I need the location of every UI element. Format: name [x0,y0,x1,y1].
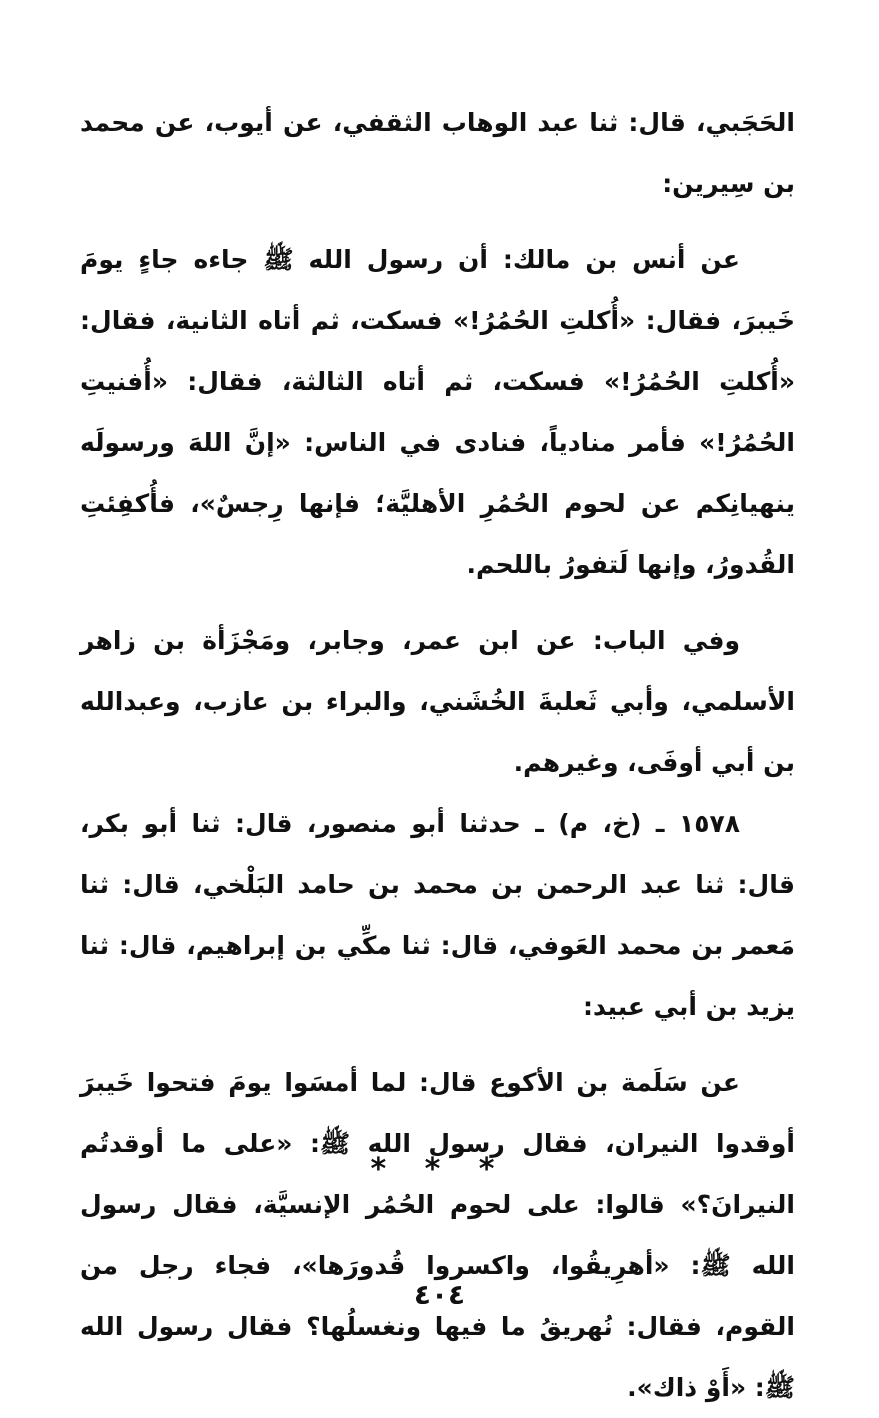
paragraph-isnad-continuation: الحَجَبي، قال: ثنا عبد الوهاب الثقفي، عن أيوب، عن محمد بن سِيرين: [80,108,795,198]
paragraph-hadith-salama: عن سَلَمة بن الأكوع قال: لما أمسَوا يومَ فتحوا خَيبرَ أوقدوا النيران، فقال رسول الله ﷺ: «على ما أوقدتُم النيرانَ؟» قالوا: على لحوم الحُمُر الإنسيَّة، فقال رسول الله ﷺ: «أهرِيقُوا، واكسروا قُدورَها»، فجاء رجل من القوم، فقال: نُهريقُ ما فيها ونغسلُها؟ فقال رسول الله ﷺ: «أَوْ ذاك». [80,1068,795,1402]
section-divider-stars: * * * [370,1152,509,1187]
page-number: ٤٠٤ [413,1278,466,1311]
paragraph-hadith-anas: عن أنس بن مالك: أن رسول الله ﷺ جاءه جاءٍ يومَ خَيبرَ، فقال: «أُكلتِ الحُمُرُ!» فسكت، ثم أتاه الثانية، فقال: «أُكلتِ الحُمُرُ!» فسكت، ثم أتاه الثالثة، فقال: «أُفنيتِ الحُمُرُ!» فأمر منادياً، فنادى في الناس: «إنَّ اللهَ ورسولَه ينهيانِكم عن لحوم الحُمُرِ الأهليَّة؛ فإنها رِجسٌ»، فأُكفِئتِ القُدورُ، وإنها لَتفورُ باللحم. [80,245,795,579]
main-text [80,92,795,1418]
paragraph-fi-al-bab: وفي الباب: عن ابن عمر، وجابر، ومَجْزَأة بن زاهر الأسلمي، وأبي ثَعلبةَ الخُشَني، والبراء بن عازب، وعبدالله بن أبي أوفَى، وغيرهم. [80,626,795,777]
paragraph-isnad-1578: ١٥٧٨ ـ (خ، م) ـ حدثنا أبو منصور، قال: ثنا أبو بكر، قال: ثنا عبد الرحمن بن محمد بن حامد البَلْخي، قال: ثنا مَعمر بن محمد العَوفي، قال: ثنا مكِّي بن إبراهيم، قال: ثنا يزيد بن أبي عبيد: [80,809,795,1021]
